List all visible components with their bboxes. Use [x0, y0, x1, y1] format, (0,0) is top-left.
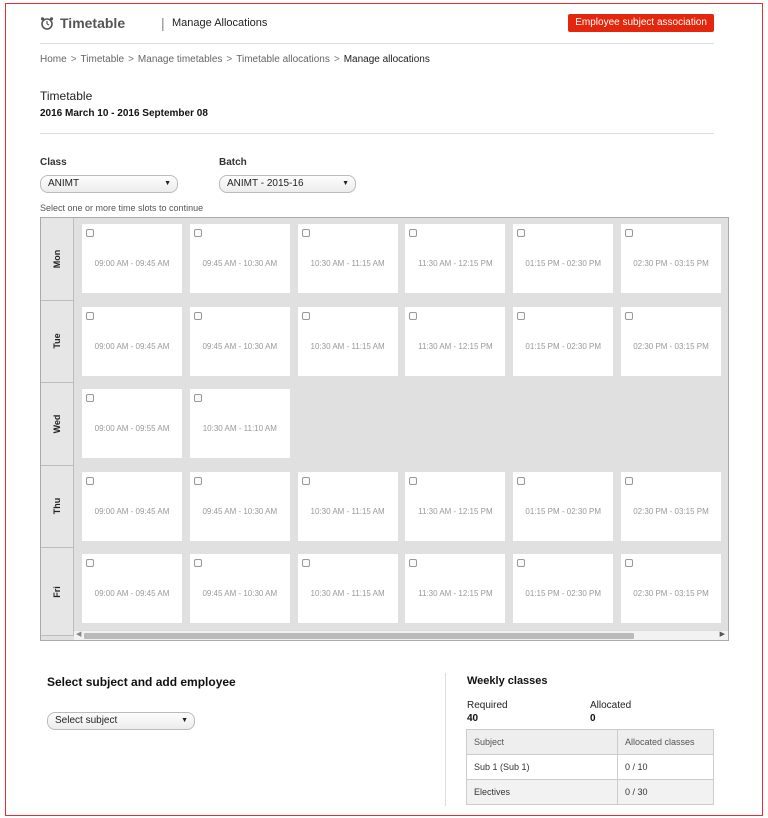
time-slot[interactable]	[405, 472, 505, 541]
slot-checkbox[interactable]	[409, 312, 417, 320]
class-select[interactable]	[40, 175, 178, 193]
horizontal-scrollbar[interactable]	[74, 630, 728, 640]
time-slot[interactable]	[405, 307, 505, 376]
slot-time-label: 09:45 AM - 10:30 AM	[202, 506, 278, 516]
employee-subject-association-button[interactable]: Employee subject association	[568, 14, 714, 32]
time-slot[interactable]	[82, 307, 182, 376]
slot-time-label: 01:15 PM - 02:30 PM	[525, 506, 601, 516]
slot-checkbox[interactable]	[302, 229, 310, 237]
allocated-value: 0	[590, 713, 596, 724]
slot-selection-hint: Select one or more time slots to continue	[40, 203, 204, 213]
slot-time-label: 01:15 PM - 02:30 PM	[525, 259, 601, 268]
slot-checkbox[interactable]	[86, 559, 94, 567]
slot-checkbox[interactable]	[194, 229, 202, 237]
day-name: Tue	[52, 333, 62, 349]
day-name: Wed	[52, 414, 62, 434]
time-slot[interactable]	[621, 554, 721, 623]
column-header-allocated-classes: Allocated classes	[618, 730, 714, 755]
subject-section-title: Select subject and add employee	[47, 675, 236, 689]
slot-checkbox[interactable]	[625, 229, 633, 237]
time-slot[interactable]	[405, 224, 505, 293]
slot-time-label: 09:00 AM - 09:55 AM	[94, 424, 170, 433]
slot-time-label: 10:30 AM - 11:10 AM	[202, 424, 277, 433]
day-name: Fri	[52, 585, 62, 598]
time-slot[interactable]	[513, 554, 613, 623]
time-slot[interactable]	[513, 472, 613, 541]
subject-select-placeholder: Select subject	[55, 715, 118, 726]
slot-time-label: 09:45 AM - 10:30 AM	[202, 341, 278, 351]
breadcrumb-timetable-allocations[interactable]: Timetable allocations	[236, 54, 330, 65]
slot-time-label: 11:30 AM - 12:15 PM	[418, 506, 493, 516]
slot-checkbox[interactable]	[517, 477, 525, 485]
table-row	[467, 780, 714, 805]
breadcrumb-manage-timetables[interactable]: Manage timetables	[137, 54, 223, 65]
breadcrumb-home[interactable]: Home	[40, 54, 67, 65]
slot-time-label: 10:30 AM - 11:15 AM	[310, 341, 385, 351]
day-name: Thu	[52, 498, 62, 515]
column-header-subject: Subject	[467, 730, 618, 755]
slot-time-label: 11:30 AM - 12:15 PM	[418, 259, 493, 268]
slot-time-label: 09:00 AM - 09:45 AM	[94, 506, 170, 516]
time-slot[interactable]	[405, 554, 505, 623]
scroll-right-arrow-icon[interactable]: ▶	[719, 631, 725, 638]
time-slot[interactable]	[513, 224, 613, 293]
breadcrumb: Home > Timetable > Manage timetables > Timetable allocations > Manage allocations	[40, 54, 430, 65]
slot-checkbox[interactable]	[86, 394, 94, 402]
slot-time-label: 02:30 PM - 03:15 PM	[633, 506, 709, 516]
page-subtitle: Manage Allocations	[172, 17, 268, 29]
slot-time-label: 11:30 AM - 12:15 PM	[418, 341, 493, 351]
slot-time-label: 09:00 AM - 09:45 AM	[94, 341, 170, 351]
slot-time-label: 09:45 AM - 10:30 AM	[202, 589, 278, 598]
table-header-row	[467, 730, 714, 755]
slot-time-label: 09:00 AM - 09:45 AM	[94, 259, 170, 268]
slot-checkbox[interactable]	[86, 477, 94, 485]
time-slot[interactable]	[190, 554, 290, 623]
required-label: Required	[467, 700, 508, 711]
slot-checkbox[interactable]	[86, 229, 94, 237]
title-separator: |	[161, 15, 165, 31]
slot-checkbox[interactable]	[409, 559, 417, 567]
day-name: Mon	[52, 249, 62, 268]
divider	[40, 133, 714, 134]
dropdown-arrow-icon: ▼	[181, 717, 188, 724]
time-slot[interactable]	[298, 307, 398, 376]
allocated-cell: 0 / 10	[618, 755, 714, 780]
class-label: Class	[40, 157, 67, 168]
table-row	[467, 755, 714, 780]
slot-time-label: 01:15 PM - 02:30 PM	[525, 341, 601, 351]
slot-checkbox[interactable]	[194, 394, 202, 402]
day-label-mon	[41, 218, 74, 301]
scroll-left-arrow-icon[interactable]: ◀	[76, 631, 82, 638]
slot-time-label: 10:30 AM - 11:15 AM	[310, 589, 385, 598]
time-slot[interactable]	[190, 224, 290, 293]
breadcrumb-timetable[interactable]: Timetable	[80, 54, 125, 65]
required-value: 40	[467, 713, 479, 724]
slot-checkbox[interactable]	[517, 559, 525, 567]
app-title: Timetable	[60, 15, 126, 31]
time-slot[interactable]	[298, 472, 398, 541]
allocated-cell: 0 / 30	[618, 780, 714, 805]
time-slot[interactable]	[298, 224, 398, 293]
time-slot[interactable]	[621, 224, 721, 293]
class-select-value: ANIMT	[48, 178, 80, 189]
slot-time-label: 10:30 AM - 11:15 AM	[310, 506, 385, 516]
slot-checkbox[interactable]	[194, 312, 202, 320]
slot-checkbox[interactable]	[625, 312, 633, 320]
timetable-label: Timetable	[40, 89, 93, 103]
time-slot[interactable]	[190, 389, 290, 458]
batch-select-value: ANIMT - 2015-16	[227, 178, 304, 189]
dropdown-arrow-icon: ▼	[342, 180, 349, 187]
slot-time-label: 10:30 AM - 11:15 AM	[310, 259, 385, 268]
time-slot[interactable]	[82, 224, 182, 293]
page-header	[40, 14, 714, 44]
slot-checkbox[interactable]	[194, 559, 202, 567]
slot-checkbox[interactable]	[409, 229, 417, 237]
time-slot[interactable]	[82, 389, 182, 458]
slot-checkbox[interactable]	[194, 477, 202, 485]
slot-time-label: 02:30 PM - 03:15 PM	[633, 341, 709, 351]
slot-time-label: 01:15 PM - 02:30 PM	[525, 589, 601, 598]
time-slot[interactable]	[82, 472, 182, 541]
slot-checkbox[interactable]	[517, 312, 525, 320]
time-slot[interactable]	[190, 307, 290, 376]
slot-time-label: 11:30 AM - 12:15 PM	[418, 589, 493, 598]
slot-checkbox[interactable]	[86, 312, 94, 320]
subject-cell: Sub 1 (Sub 1)	[467, 755, 618, 780]
allocated-label: Allocated	[590, 700, 632, 711]
day-label-fri	[41, 548, 74, 636]
weekly-classes-title: Weekly classes	[467, 675, 548, 687]
day-label-wed	[41, 383, 74, 466]
section-divider	[445, 673, 446, 806]
slot-checkbox[interactable]	[625, 477, 633, 485]
batch-label: Batch	[219, 157, 247, 168]
subject-select[interactable]	[47, 712, 195, 730]
time-slot[interactable]	[621, 472, 721, 541]
timetable-date-range: 2016 March 10 - 2016 September 08	[40, 108, 208, 119]
time-slot[interactable]	[190, 472, 290, 541]
time-slot[interactable]	[513, 307, 613, 376]
slot-checkbox[interactable]	[625, 559, 633, 567]
slot-time-label: 09:00 AM - 09:45 AM	[94, 589, 170, 598]
slot-time-label: 02:30 PM - 03:15 PM	[633, 589, 709, 598]
alarm-clock-icon	[40, 16, 54, 30]
subject-cell: Electives	[467, 780, 618, 805]
time-slot[interactable]	[621, 307, 721, 376]
slot-checkbox[interactable]	[302, 559, 310, 567]
time-slot[interactable]	[82, 554, 182, 623]
day-label-tue	[41, 301, 74, 384]
slot-checkbox[interactable]	[302, 477, 310, 485]
weekly-classes-table	[466, 729, 714, 805]
slot-checkbox[interactable]	[517, 229, 525, 237]
time-slot[interactable]	[298, 554, 398, 623]
slot-checkbox[interactable]	[409, 477, 417, 485]
day-label-thu	[41, 466, 74, 549]
slot-time-label: 09:45 AM - 10:30 AM	[202, 259, 278, 268]
timetable-slot-grid	[40, 217, 729, 641]
slot-time-label: 02:30 PM - 03:15 PM	[633, 259, 709, 268]
batch-select[interactable]	[219, 175, 356, 193]
slot-checkbox[interactable]	[302, 312, 310, 320]
breadcrumb-current: Manage allocations	[343, 54, 430, 65]
dropdown-arrow-icon: ▼	[164, 180, 171, 187]
scrollbar-thumb[interactable]	[84, 633, 634, 639]
